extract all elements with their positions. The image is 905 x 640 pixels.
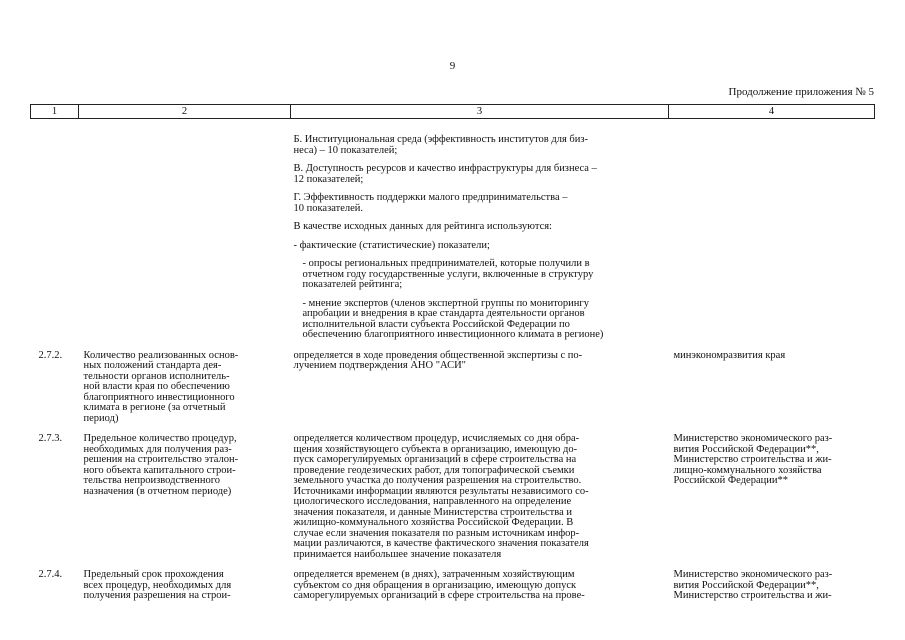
intro-row [31,119,875,349]
indicator-method: определяется временем (в днях), затраченным хозяйствующим субъектом со дня обращения в организацию, имеющую допуск саморегулируемых организаций в сфере строительства на прове- [293,569,585,601]
intro-paragraph: В. Доступность ресурсов и качество инфраструктуры для бизнеса – 12 показателей; [293,163,597,185]
intro-paragraph: Г. Эффективность поддержки малого предпринимательства – 10 показателей. [293,192,568,214]
indicator-name: Количество реализованных основ- ных положений стандарта дея- тельности органов исполнитель- ной власти края по обеспечению благоприятного инвестиционного климата в регионе (за отчетный период) [83,349,239,424]
intro-paragraph: - фактические (статистические) показатели; [293,239,490,251]
intro-paragraph: В качестве исходных данных для рейтинга используются: [293,221,552,232]
table-row [31,349,875,433]
intro-paragraph: Б. Институциональная среда (эффективность институтов для биз- неса) – 10 показателей; [293,134,589,156]
indicator-source: Министерство экономического раз- вития Российской Федерации**, Министерство строительства и жи- [673,569,833,601]
row-number: 2.7.4. [38,569,63,580]
appendix-table [30,104,875,602]
intro-cell [291,119,669,349]
indicator-method: определяется в ходе проведения общественной экспертизы с по- лучением подтверждения АНО "АСИ" [293,349,583,371]
table-row [31,568,875,602]
continuation-caption: Продолжение приложения № 5 [728,86,874,98]
table-row [31,432,875,568]
indicator-method: определяется количеством процедур, исчисляемых со дня обра- щения хозяйствующего субъекта в организацию, имеющую до- пуск саморегулируемых организаций в сфере строительства на проведение геодезических работ, для топографической съемки земельного участка до получения разрешения на строительство. Источниками информации являются результаты независимого со- циологического исследования, направленного на определение значения показателя, и данные Министерства строительства и жилищно-коммунального хозяйства Российской Федерации. В случае если значения показателя по разным источникам инфор- мации различаются, в качестве фактического значения показателя принимается наибольшее значение показателя [293,433,589,560]
intro-paragraph: - мнение экспертов (членов экспертной группы по мониторингу апробации и внедрения в крае стандарта деятельности органов исполнительной власти субъекта Российской Федерации по обеспечению благоприятного инвестиционного климата в регионе) [302,297,604,340]
intro-paragraphs [294,135,663,341]
row-number: 2.7.2. [38,349,63,361]
column-number-1: 1 [31,105,79,119]
indicator-source: минэкономразвития края [673,349,786,361]
row-number: 2.7.3. [38,433,63,444]
indicator-name: Предельное количество процедур, необходимых для получения раз- решения на строительство эталон- ного объекта капитального строи- тельства непроизводственного назначения (в отчетном периоде) [83,433,239,497]
column-number-3: 3 [291,105,669,119]
column-number-2: 2 [79,105,291,119]
column-number-row [31,105,875,119]
indicator-name: Предельный срок прохождения всех процедур, необходимых для получения разрешения на строи- [83,569,232,601]
intro-paragraph: - опросы региональных предпринимателей, которые получили в отчетном году государственные услуги, включенные в структуру показателей рейтинга; [302,258,594,290]
page-number: 9 [449,60,456,72]
column-number-4: 4 [669,105,875,119]
indicator-source: Министерство экономического раз- вития Российской Федерации**, Министерство строительства и жи- лищно-коммунального хозяйства Российской Федерации** [673,433,833,486]
